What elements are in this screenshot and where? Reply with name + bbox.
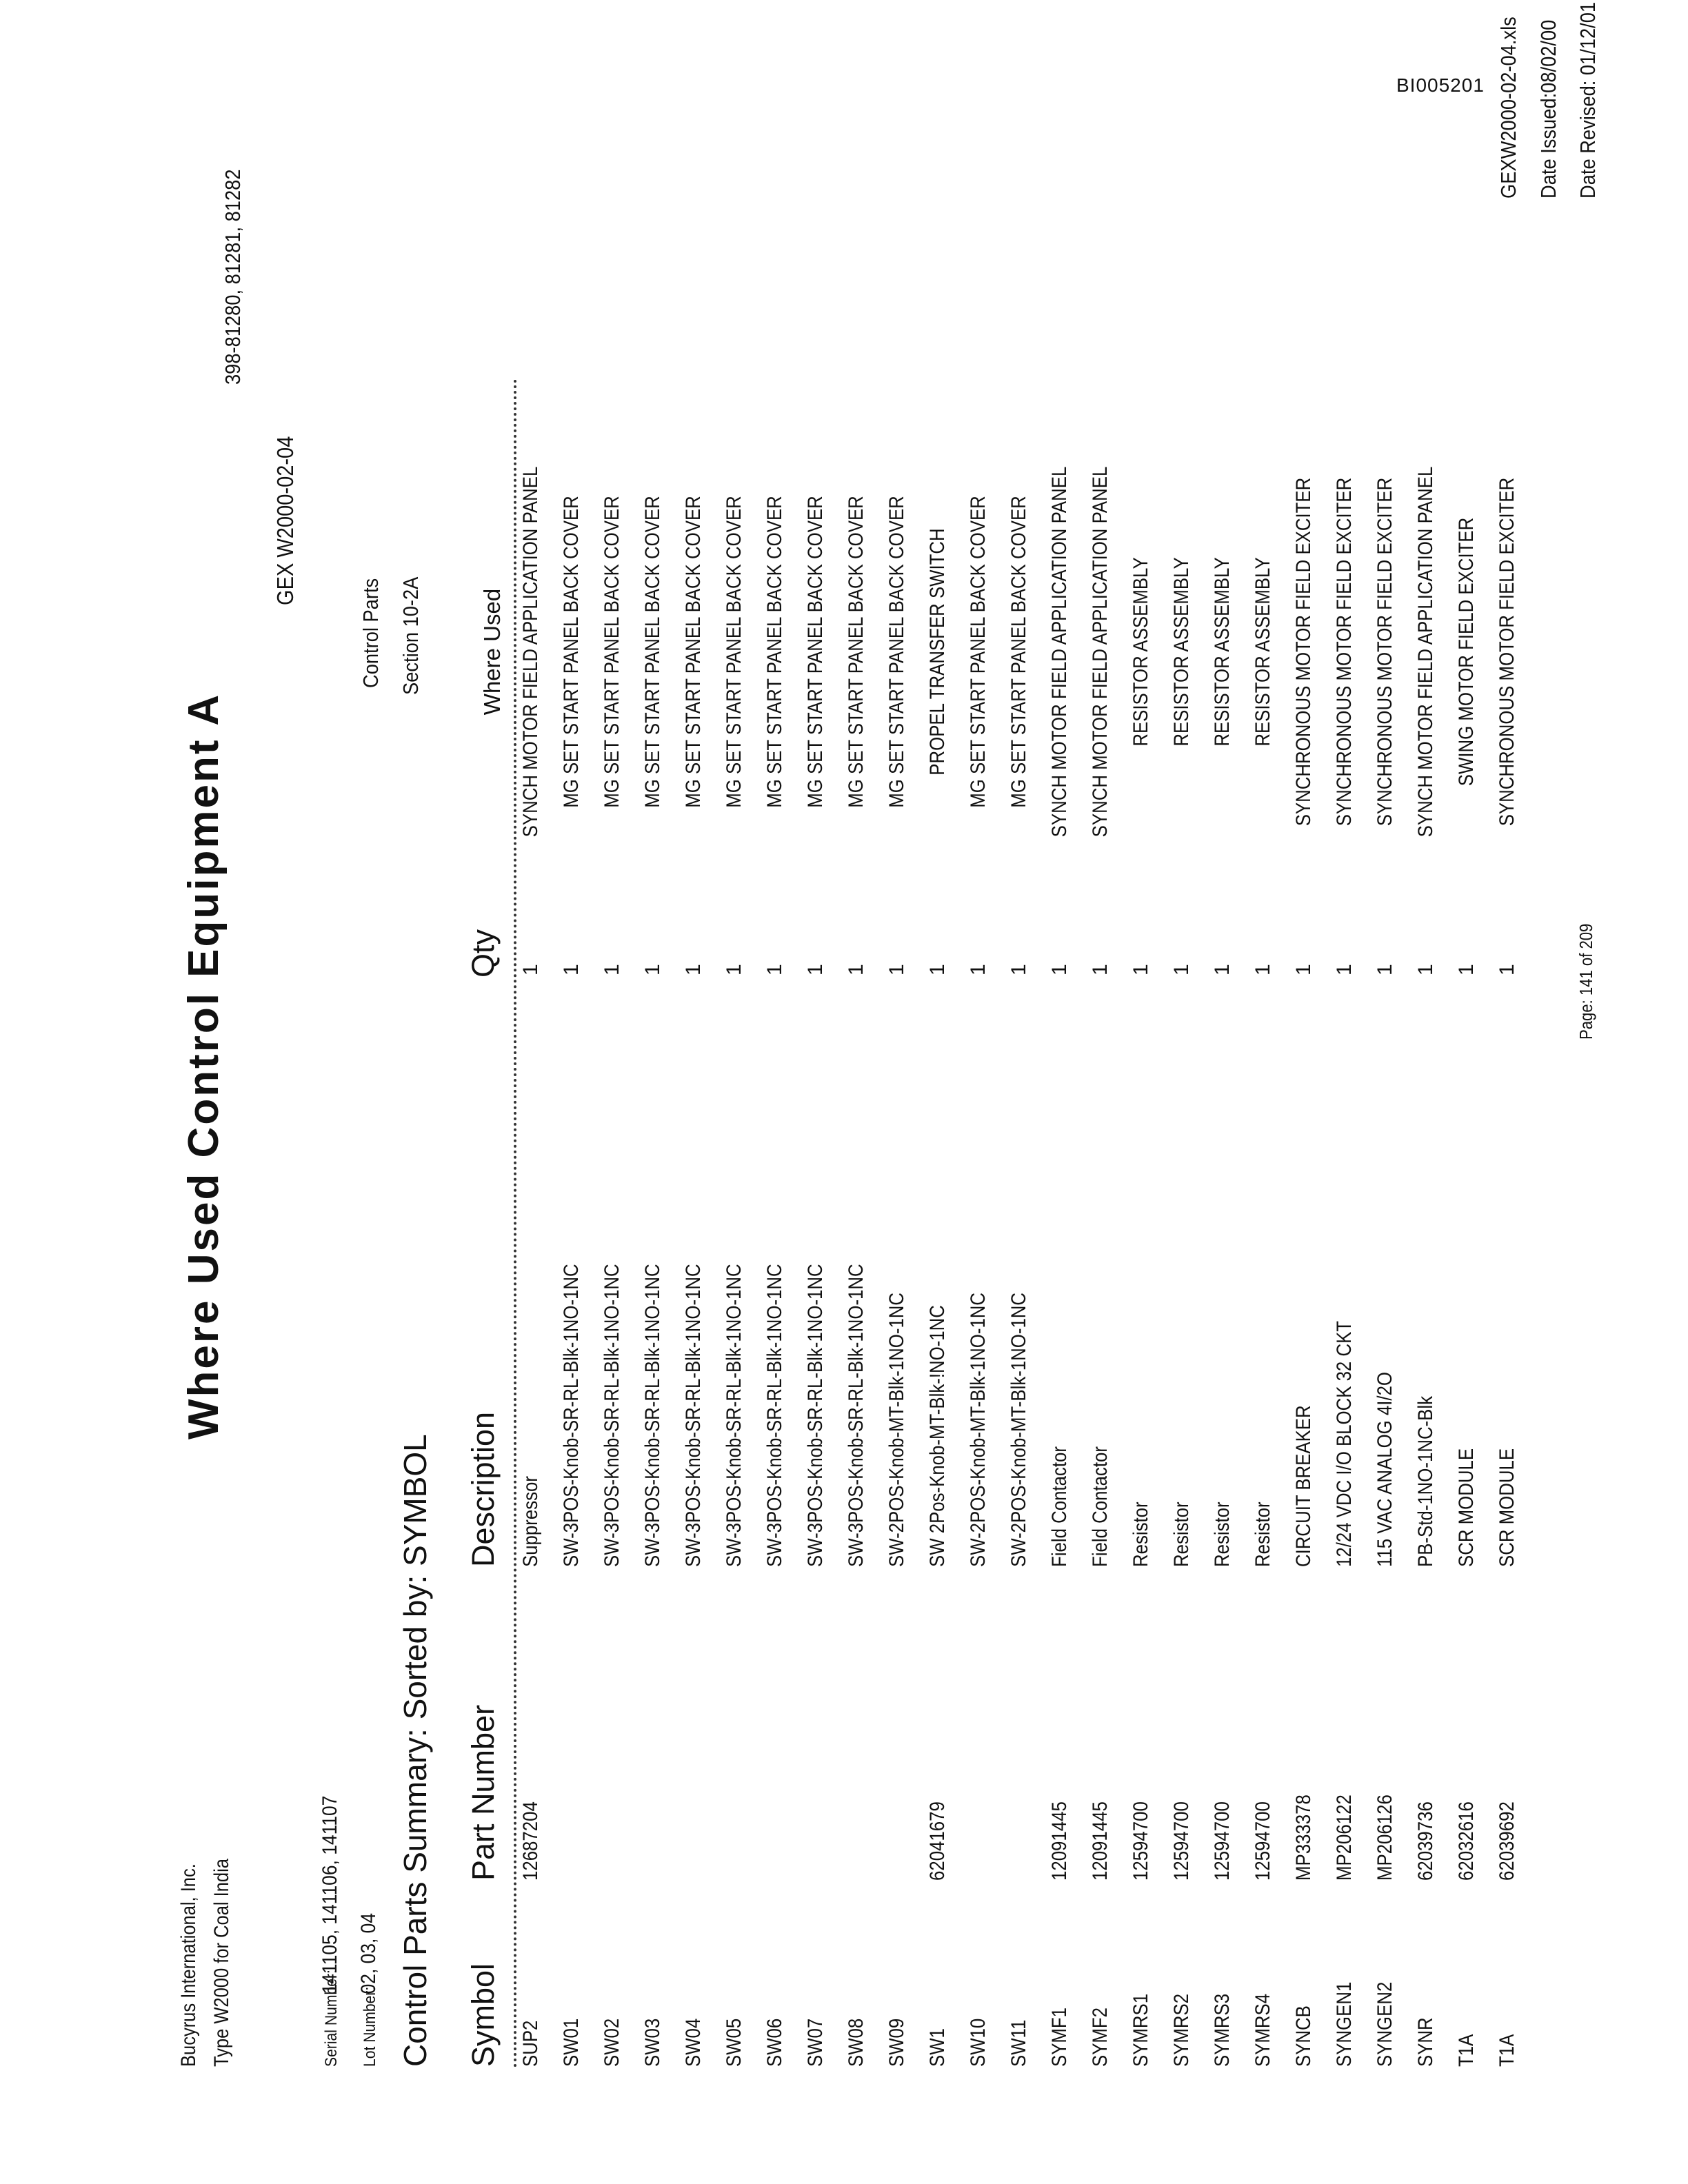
cell-symbol: SW07 [804,2018,827,2067]
cell-description: 115 VAC ANALOG 4I/2O [1374,1372,1396,1567]
cell-part-number: 12091445 [1048,1801,1071,1881]
cell-where-used: MG SET START PANEL BACK COVER [723,496,745,808]
cell-symbol: SW10 [967,2018,989,2067]
table-row [921,378,961,2067]
table-row [1449,378,1490,2067]
cell-where-used: MG SET START PANEL BACK COVER [967,496,989,808]
cell-description: Field Contactor [1089,1446,1112,1567]
cell-description: SW 2Pos-Knob-MT-Blk-!NO-1NC [926,1305,949,1567]
cell-where-used: MG SET START PANEL BACK COVER [1007,496,1030,808]
cell-description: SW-3POS-Knob-SR-RL-Blk-1NO-1NC [804,1264,827,1567]
cell-symbol: SW04 [682,2018,705,2067]
serial-number-line [319,1796,342,2067]
cell-description: SW-3POS-Knob-SR-RL-Blk-1NO-1NC [601,1264,623,1567]
cell-where-used: SYNCH MOTOR FIELD APPLICATION PANEL [1089,466,1112,838]
cell-part-number: MP206126 [1374,1794,1396,1881]
cell-description: SCR MODULE [1455,1448,1478,1567]
cell-description: CIRCUIT BREAKER [1292,1405,1315,1567]
cell-qty: 1 [1292,964,1315,975]
table-row [798,378,839,2067]
table-row [554,378,595,2067]
cell-qty: 1 [967,964,989,975]
table-row [961,378,1002,2067]
table-row [1205,378,1246,2067]
cell-description: Resistor [1252,1502,1274,1567]
header-where-used: Where Used [479,588,505,716]
table-row [1165,378,1205,2067]
cell-where-used: MG SET START PANEL BACK COVER [560,496,583,808]
table-row [1002,378,1043,2067]
cell-where-used: MG SET START PANEL BACK COVER [804,496,827,808]
page-number: Page: 141 of 209 [1576,923,1596,1040]
cell-symbol: SYMF2 [1089,2007,1112,2067]
cell-symbol: SYMRS4 [1252,1993,1274,2067]
cell-qty: 1 [1455,964,1478,975]
cell-qty: 1 [1374,964,1396,975]
cell-where-used: RESISTOR ASSEMBLY [1170,557,1193,747]
cell-where-used: PROPEL TRANSFER SWITCH [926,528,949,776]
cell-description: SW-3POS-Knob-SR-RL-Blk-1NO-1NC [763,1264,786,1567]
cell-where-used: SYNCHRONOUS MOTOR FIELD EXCITER [1496,477,1518,827]
page-title: Where Used Control Equipment A [180,692,228,1439]
cell-where-used: RESISTOR ASSEMBLY [1252,557,1274,747]
gex-label: GEX W2000-02-04 [272,436,298,605]
cell-qty: 1 [1333,964,1356,975]
cell-symbol: SYNGEN2 [1374,1981,1396,2067]
section-label: Section 10-2A [399,576,423,695]
cell-qty: 1 [845,964,867,975]
serial-value: 141105, 141106, 141107 [319,1795,341,1994]
table-row [676,378,717,2067]
cell-part-number: 12687204 [519,1801,542,1881]
cell-part-number: 62032616 [1455,1801,1478,1881]
date-issued: Date Issued:08/02/00 [1536,19,1560,199]
table-row [636,378,676,2067]
cell-qty: 1 [1252,964,1274,975]
cell-where-used: MG SET START PANEL BACK COVER [641,496,664,808]
cell-symbol: T1A [1455,2034,1478,2067]
cell-symbol: SYNCB [1292,2005,1315,2067]
document-id: BI005201 [1396,74,1485,96]
cell-symbol: SW05 [723,2018,745,2067]
lot-value: 02, 03, 04 [357,1912,380,1994]
cell-part-number: 12594700 [1211,1801,1234,1881]
summary-title: Control Parts Summary: Sorted by: SYMBOL [397,1434,433,2067]
cell-qty: 1 [1089,964,1112,975]
type-line: Type W2000 for Coal India [210,1859,233,2067]
cell-description: SCR MODULE [1496,1448,1518,1567]
cell-part-number: 12091445 [1089,1801,1112,1881]
cell-part-number: 62039736 [1414,1801,1437,1881]
cell-symbol: SW02 [601,2018,623,2067]
cell-qty: 1 [1129,964,1152,975]
cell-description: SW-3POS-Knob-SR-RL-Blk-1NO-1NC [723,1264,745,1567]
cell-description: Resistor [1129,1502,1152,1567]
cell-description: SW-2POS-Knob-MT-Blk-1NO-1NC [967,1292,989,1567]
cell-where-used: MG SET START PANEL BACK COVER [763,496,786,808]
cell-qty: 1 [1211,964,1234,975]
cell-qty: 1 [1048,964,1071,975]
cell-where-used: RESISTOR ASSEMBLY [1211,557,1234,747]
cell-description: SW-3POS-Knob-SR-RL-Blk-1NO-1NC [682,1264,705,1567]
table-row [1043,378,1083,2067]
cell-qty: 1 [723,964,745,975]
company-block [172,1859,239,2067]
cell-symbol: SYMF1 [1048,2007,1071,2067]
cell-symbol: SYMRS3 [1211,1993,1234,2067]
control-parts-label: Control Parts [359,578,383,688]
cell-qty: 1 [641,964,664,975]
cell-symbol: SW03 [641,2018,664,2067]
cell-where-used: SYNCH MOTOR FIELD APPLICATION PANEL [1414,466,1437,838]
cell-description: SW-2POS-Knob-MT-Blk-1NO-1NC [885,1292,908,1567]
table-row [1368,378,1409,2067]
cell-qty: 1 [1170,964,1193,975]
cell-symbol: SYNR [1414,2017,1437,2067]
cell-description: PB-Std-1NO-1NC-Blk [1414,1395,1437,1567]
cell-description: SW-3POS-Knob-SR-RL-Blk-1NO-1NC [560,1264,583,1567]
cell-qty: 1 [926,964,949,975]
cell-symbol: SW11 [1007,2019,1030,2067]
cell-qty: 1 [1496,964,1518,975]
file-name: GEXW2000-02-04.xls [1496,17,1520,199]
cell-part-number: 12594700 [1252,1801,1274,1881]
date-revised: Date Revised: 01/12/01 [1576,1,1600,199]
cell-symbol: SW1 [926,2028,949,2067]
table-row [1409,378,1449,2067]
header-symbol: Symbol [465,1963,501,2067]
lot-label: Lot Number: [361,1986,379,2067]
cell-description: 12/24 VDC I/O BLOCK 32 CKT [1333,1320,1356,1567]
cell-qty: 1 [560,964,583,975]
table-row [1246,378,1287,2067]
cell-qty: 1 [1007,964,1030,975]
cell-part-number: 12594700 [1129,1801,1152,1881]
cell-qty: 1 [804,964,827,975]
cell-description: SW-3POS-Knob-SR-RL-Blk-1NO-1NC [845,1264,867,1567]
cell-symbol: SYNGEN1 [1333,1981,1356,2067]
cell-symbol: T1A [1496,2034,1518,2067]
header-part-number: Part Number [465,1704,501,1881]
cell-symbol: SW08 [845,2018,867,2067]
parts-table [514,378,1531,2067]
cell-qty: 1 [763,964,786,975]
cell-part-number: 12594700 [1170,1801,1193,1881]
cell-part-number: 62041679 [926,1801,949,1881]
cell-where-used: MG SET START PANEL BACK COVER [885,496,908,808]
serials-right: 398-81280, 81281, 81282 [221,169,245,385]
cell-qty: 1 [682,964,705,975]
cell-qty: 1 [519,964,542,975]
table-row [514,378,554,2067]
cell-where-used: SYNCHRONOUS MOTOR FIELD EXCITER [1292,477,1315,827]
cell-where-used: SYNCHRONOUS MOTOR FIELD EXCITER [1374,477,1396,827]
cell-description: Field Contactor [1048,1446,1071,1567]
cell-symbol: SW06 [763,2018,786,2067]
header-qty: Qty [465,929,501,978]
cell-part-number: MP206122 [1333,1794,1356,1881]
table-row [595,378,636,2067]
cell-symbol: SUP2 [519,2020,542,2067]
table-row [758,378,798,2067]
cell-part-number: MP333378 [1292,1794,1315,1881]
cell-where-used: RESISTOR ASSEMBLY [1129,557,1152,747]
table-header [465,378,516,2067]
table-row [1083,378,1124,2067]
cell-where-used: MG SET START PANEL BACK COVER [601,496,623,808]
cell-description: Resistor [1170,1502,1193,1567]
cell-symbol: SW09 [885,2018,908,2067]
table-row [1327,378,1368,2067]
table-row [880,378,921,2067]
cell-where-used: SYNCHRONOUS MOTOR FIELD EXCITER [1333,477,1356,827]
header-description: Description [465,1411,501,1567]
cell-description: Resistor [1211,1502,1234,1567]
table-row [717,378,758,2067]
cell-where-used: SWING MOTOR FIELD EXCITER [1455,517,1478,787]
cell-qty: 1 [1414,964,1437,975]
company-name: Bucyrus International, Inc. [177,1863,200,2067]
cell-qty: 1 [885,964,908,975]
cell-qty: 1 [601,964,623,975]
serial-label: Serial Number: [322,1970,341,2067]
cell-where-used: SYNCH MOTOR FIELD APPLICATION PANEL [1048,466,1071,838]
cell-symbol: SYMRS1 [1129,1993,1152,2067]
cell-description: Suppressor [519,1476,542,1567]
cell-part-number: 62039692 [1496,1801,1518,1881]
cell-description: SW-2POS-Knob-MT-Blk-1NO-1NC [1007,1292,1030,1567]
table-row [839,378,880,2067]
lot-number-line [357,1913,381,2067]
cell-where-used: MG SET START PANEL BACK COVER [845,496,867,808]
table-row [1124,378,1165,2067]
cell-where-used: MG SET START PANEL BACK COVER [682,496,705,808]
cell-where-used: SYNCH MOTOR FIELD APPLICATION PANEL [519,466,542,838]
table-row [1287,378,1327,2067]
cell-symbol: SYMRS2 [1170,1993,1193,2067]
cell-symbol: SW01 [560,2018,583,2067]
cell-description: SW-3POS-Knob-SR-RL-Blk-1NO-1NC [641,1264,664,1567]
table-row [1490,378,1531,2067]
